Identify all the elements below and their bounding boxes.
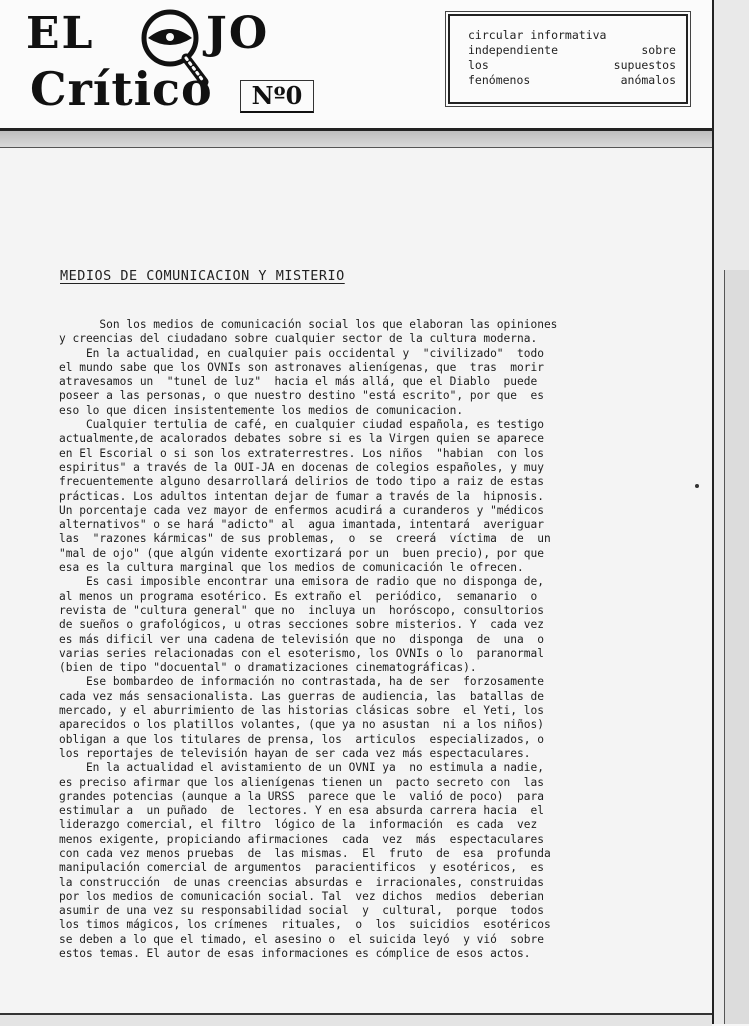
article-line: Es casi imposible encontrar una emisora de radio que no disponga de, — [59, 575, 544, 589]
article-line: aparecidos o los platillos volantes, (que ya no asustan ni a los niños) — [59, 718, 544, 732]
article-line: (bien de tipo "docuental" o dramatizaciones cinematográficas). — [59, 661, 477, 675]
article-line: poseer a las personas, o que nuestro destino "está escrito", por que es — [59, 389, 544, 403]
article-line: atravesamos un "tunel de luz" hacia el más allá, que el Diablo puede — [59, 375, 538, 389]
tagline-line: independiente sobre — [468, 43, 676, 57]
article-line: Un porcentaje cada vez mayor de enfermos acudirá a curanderos y "médicos — [59, 503, 544, 517]
article-line: estimular a un puñado de lectores. Y en esa absurda carrera hacia el — [59, 804, 544, 818]
article-line: en El Escorial o si son los extraterrestres. Los niños "habian con los — [59, 446, 544, 460]
article-line: obligan a que los titulares de prensa, los articulos especializados, o — [59, 732, 544, 746]
article-line: con cada vez menos pruebas de las mismas. El fruto de esa profunda — [59, 846, 551, 860]
article-line: prácticas. Los adultos intentan dejar de fumar a través de la hipnosis. — [59, 489, 544, 503]
article-line: liderazgo comercial, el filtro lógico de la información es cada vez — [59, 818, 538, 832]
article-line: asumir de una vez su responsabilidad social y cultural, porque todos — [59, 904, 544, 918]
article-line: grandes potencias (aunque a la URSS parece que le valió de poco) para — [59, 789, 544, 803]
logo-critico: Crítico — [30, 62, 213, 116]
article-line: manipulación comercial de argumentos paracientificos y esotéricos, es — [59, 861, 544, 875]
tagline-box — [448, 14, 688, 104]
article-line: espiritus" a través de la OUI-JA en docenas de colegios españoles, y muy — [59, 460, 544, 474]
tagline-line: fenómenos anómalos — [468, 73, 676, 87]
article-line: los timos mágicos, los crímenes rituales, o los suicidios esotéricos — [59, 918, 551, 932]
article-line: el mundo sabe que los OVNIs son astronaves alienígenas, que tras morir — [59, 360, 544, 374]
article-line: En la actualidad el avistamiento de un OVNI ya no estimula a nadie, — [59, 761, 544, 775]
article-line: estos temas. El autor de esas informaciones es cómplice de esos actos. — [59, 947, 531, 961]
article-line: Son los medios de comunicación social los que elaboran las opiniones — [59, 318, 558, 331]
article-line: "mal de ojo" (que algún vidente exortizará por un buen precio), por que — [59, 546, 544, 560]
article-line: al menos un programa esotérico. Es extraño el periódico, semanario o — [59, 589, 538, 603]
article-line: la construcción de unas creencias absurdas e irracionales, construidas — [59, 875, 544, 889]
article-line: eso lo que dicen insistentemente los medios de comunicacion. — [59, 403, 464, 417]
article-line: revista de "cultura general" que no incluya un horóscopo, consultorios — [59, 603, 544, 617]
page-edge-bottom — [0, 1013, 712, 1026]
article-line: esa es la cultura marginal que los medios de comunicación le ofrecen. — [59, 561, 524, 575]
tagline-line: circular informativa — [468, 28, 607, 42]
page-edge-right — [712, 0, 749, 1024]
article-line: los reportajes de televisión hayan de ser cada vez más espectaculares. — [59, 746, 531, 760]
page-fold — [724, 270, 749, 1024]
article-line: y creencias del ciudadano sobre cualquier sector de la cultura moderna. — [59, 332, 538, 346]
article-line: por los medios de comunicación social. Tal vez dichos medios deberian — [59, 889, 544, 903]
tagline-line: los supuestos — [468, 58, 676, 72]
article-line: Ese bombardeo de información no contrastada, ha de ser forzosamente — [59, 675, 544, 689]
article-line: menos exigente, propiciando afirmaciones cada vez más espectaculares — [59, 832, 544, 846]
article-title: MEDIOS DE COMUNICACION Y MISTERIO — [60, 268, 345, 284]
article-line: se deben a lo que el timado, el asesino o el suicida leyó y vió sobre — [59, 932, 544, 946]
article-line: varias series relacionadas con el esoterismo, los OVNIs o lo paranormal — [59, 646, 544, 660]
article-line: Cualquier tertulia de café, en cualquier ciudad española, es testigo — [59, 418, 544, 432]
article-line: actualmente,de acalorados debates sobre si es la Virgen quien se aparece — [59, 432, 544, 446]
article-line: alternativos" o se hará "adicto" al agua imantada, intentará averiguar — [59, 518, 544, 532]
logo-jo: JO — [206, 8, 270, 59]
logo-el: EL — [26, 8, 95, 59]
masthead — [0, 0, 712, 131]
article-line: mercado, y el aburrimiento de las historias clásicas sobre el Yeti, los — [59, 704, 544, 718]
issue-number: Nº0 — [240, 80, 314, 113]
article-line: En la actualidad, en cualquier pais occidental y "civilizado" todo — [59, 346, 544, 360]
article-line: es preciso afirmar que los alienígenas tienen un pacto secreto con las — [59, 775, 544, 789]
article-line: las "razones kármicas" de sus problemas, o se creerá víctima de un — [59, 532, 551, 546]
page-shadow-band — [0, 131, 712, 148]
article-line: de sueños o grafológicos, u otras secciones sobre misterios. Y cada vez — [59, 618, 544, 632]
ink-speck — [695, 484, 699, 488]
article-line: es más dificil ver una cadena de televisión que no disponga de una o — [59, 632, 544, 646]
article-line: frecuentemente alguno desarrollará delirios de todo tipo a raiz de estas — [59, 475, 544, 489]
article-body — [59, 318, 581, 961]
article-line: cada vez más sensacionalista. Las guerras de audiencia, las batallas de — [59, 689, 544, 703]
